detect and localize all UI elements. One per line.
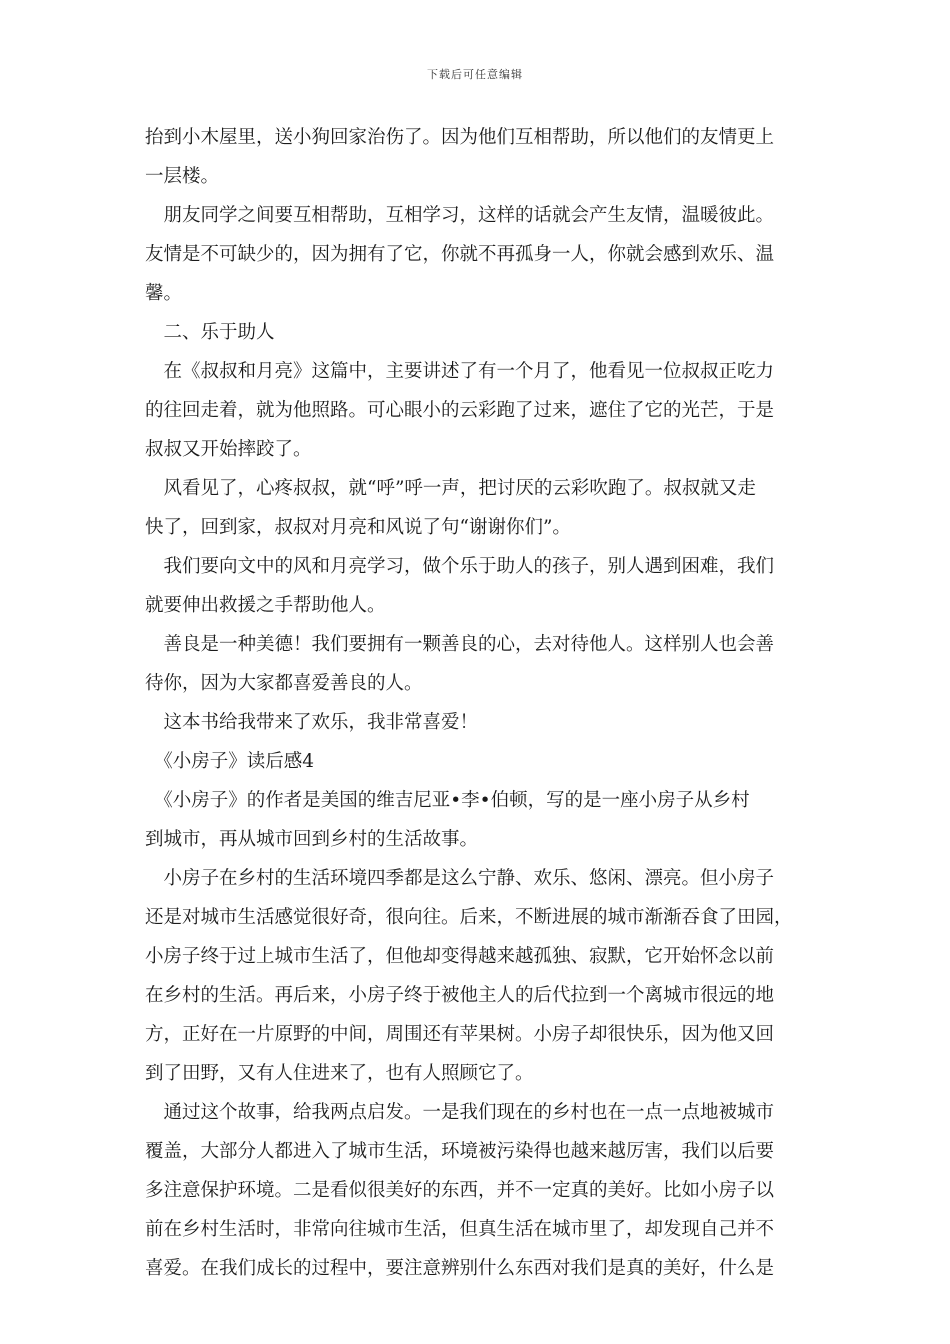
text-line: 友情是不可缺少的，因为拥有了它，你就不再孤身一人，你就会感到欢乐、温 <box>145 244 775 265</box>
text-line: 还是对城市生活感觉很好奇，很向往。后来，不断进展的城市渐渐吞食了田园， <box>145 907 793 928</box>
text-line: 到了田野，又有人住进来了，也有人照顾它了。 <box>145 1063 534 1084</box>
text-line: 抬到小木屋里，送小狗回家治伤了。因为他们互相帮助，所以他们的友情更上 <box>145 127 775 148</box>
text-line: 喜爱。在我们成长的过程中，要注意辨别什么东西对我们是真的美好，什么是 <box>145 1258 775 1279</box>
page-header: 下载后可任意编辑 <box>427 68 523 81</box>
text-line: 朋友同学之间要互相帮助，互相学习，这样的话就会产生友情，温暖彼此。 <box>145 205 775 226</box>
section-title: 《小房子》读后感4 <box>145 751 315 772</box>
text-line: 就要伸出救援之手帮助他人。 <box>145 595 386 616</box>
text-line: 快了，回到家，叔叔对月亮和风说了句“谢谢你们”。 <box>145 517 571 538</box>
text-line: 通过这个故事，给我两点启发。一是我们现在的乡村也在一点一点地被城市 <box>145 1102 775 1123</box>
text-line: 到城市，再从城市回到乡村的生活故事。 <box>145 829 479 850</box>
text-line: 一层楼。 <box>145 166 220 187</box>
text-line: 多注意保护环境。二是看似很美好的东西，并不一定真的美好。比如小房子以 <box>145 1180 775 1201</box>
document-body <box>145 118 810 1288</box>
text-line: 风看见了，心疼叔叔，就“呼”呼一声，把讨厌的云彩吹跑了。叔叔就又走 <box>145 478 756 499</box>
text-line: 《小房子》的作者是美国的维吉尼亚•李•伯顿，写的是一座小房子从乡村 <box>145 790 750 811</box>
text-line: 待你，因为大家都喜爱善良的人。 <box>145 673 423 694</box>
text-line: 善良是一种美德！我们要拥有一颗善良的心，去对待他人。这样别人也会善 <box>145 634 775 655</box>
section-heading: 二、乐于助人 <box>145 322 275 343</box>
text-line: 小房子终于过上城市生活了，但他却变得越来越孤独、寂默，它开始怀念以前 <box>145 946 775 967</box>
text-line: 小房子在乡村的生活环境四季都是这么宁静、欢乐、悠闲、漂亮。但小房子 <box>145 868 775 889</box>
text-line: 在《叔叔和月亮》这篇中，主要讲述了有一个月了，他看见一位叔叔正吃力 <box>145 361 775 382</box>
text-line: 叔叔又开始摔跤了。 <box>145 439 312 460</box>
text-line: 馨。 <box>145 283 183 304</box>
text-line: 这本书给我带来了欢乐，我非常喜爱！ <box>145 712 479 733</box>
text-line: 在乡村的生活。再后来，小房子终于被他主人的后代拉到一个离城市很远的地 <box>145 985 775 1006</box>
text-line: 我们要向文中的风和月亮学习，做个乐于助人的孩子，别人遇到困难，我们 <box>145 556 775 577</box>
text-line: 的往回走着，就为他照路。可心眼小的云彩跑了过来，遮住了它的光芒，于是 <box>145 400 775 421</box>
text-line: 覆盖，大部分人都进入了城市生活，环境被污染得也越来越厉害，我们以后要 <box>145 1141 775 1162</box>
text-line: 方，正好在一片原野的中间，周围还有苹果树。小房子却很快乐，因为他又回 <box>145 1024 775 1045</box>
text-line: 前在乡村生活时，非常向往城市生活，但真生活在城市里了，却发现自己并不 <box>145 1219 775 1240</box>
